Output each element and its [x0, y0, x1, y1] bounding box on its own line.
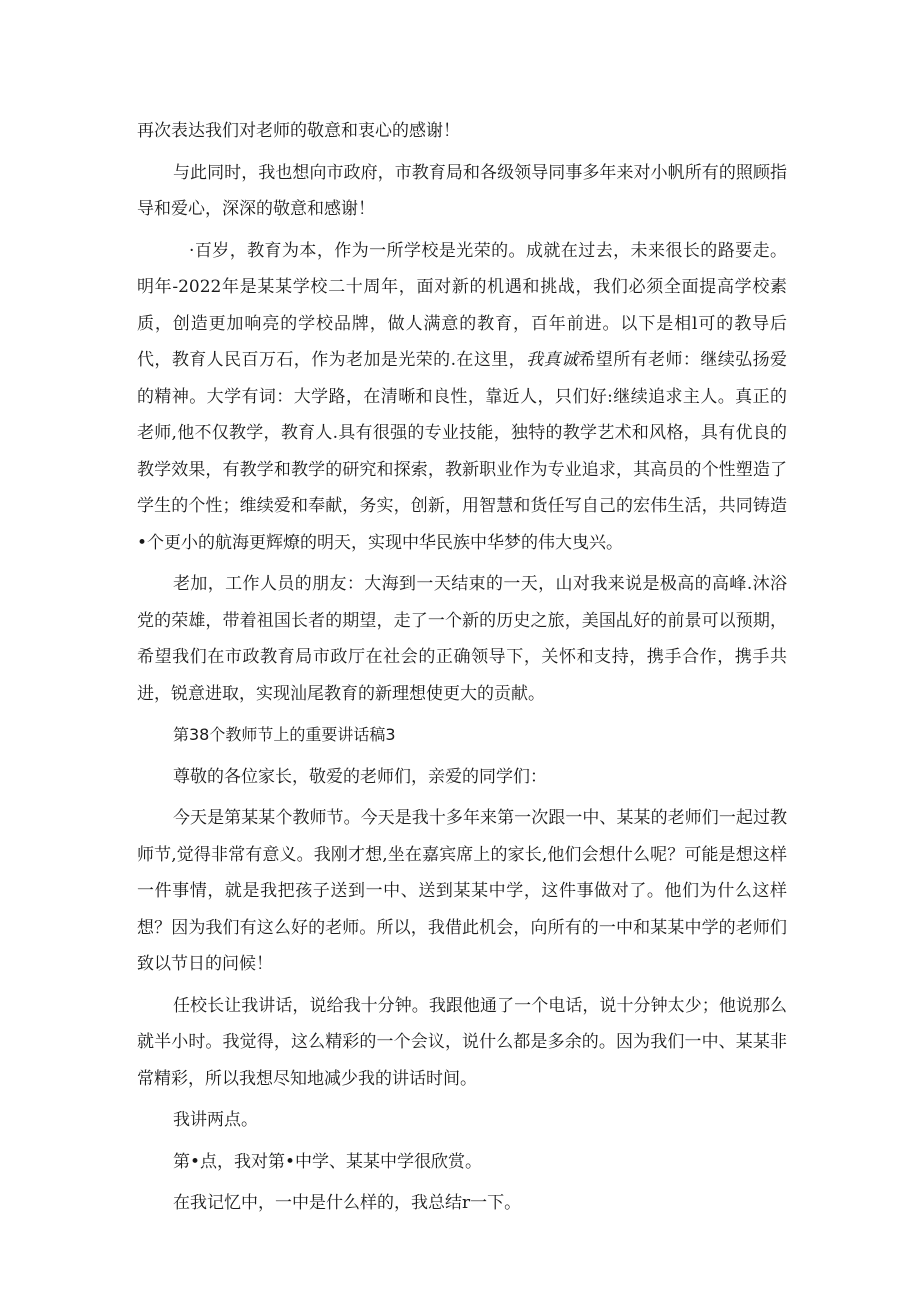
paragraph-speech-time: 任校长让我讲话，说给我十分钟。我跟他通了一个电话，说十分钟太少；他说那么就半小时。我觉得，这么精彩的一个会议，说什么都是多余的。因为我们一中、某某非常精彩，所以我想尽知地减少我的讲话时间。	[137, 995, 787, 1089]
paragraph-staff-friends: 老加，工作人员的朋友：大海到一天结束的一天，山对我来说是极高的高峰.沐浴党的荣雄，带着祖国长者的期望，走了一个新的历史之旅，美国乩好的前景可以预期，希望我们在市政教育局市政厅在社会的正确领导下，关怀和支持，携手合作，携手共进，锐意进取，实现汕尾教育的新理想使更大的贡献。	[137, 574, 787, 704]
paragraph-school-anniversary-italic: 我真诚	[526, 350, 579, 370]
paragraph-two-points: 我讲两点。	[173, 1110, 258, 1130]
paragraph-school-anniversary-part2: 希望所有老师：继续弘扬爱的精神。大学有词：大学路，在清晰和良性，靠近人，只们好:继续追求主人。真正的老师,他不仅教学，教育人.具有很强的专业技能，独特的教学艺术和风格，具有优良的教学效果，有教学和教学的研究和探索，教新职业作为专业追求，其高员的个性塑造了学生的个性；维续爱和奉献，务实，创新，用智慧和货任写自己的宏伟生活，共同铸造•个更小的航海更辉燎的明天，实现中华民族中华梦的伟大曳兴。	[137, 350, 788, 553]
paragraph-thanks-closing: 再次表达我们对老师的敬意和衷心的感谢！	[137, 121, 460, 141]
section-heading: 第38个教师节上的重要讲话稿3	[173, 725, 396, 744]
document-body	[137, 113, 787, 1227]
paragraph-school-anniversary	[137, 233, 787, 562]
paragraph-salutation: 尊敬的各位家长，敬爱的老师们，亲爱的同学们：	[173, 766, 547, 787]
paragraph-first-point: 第•点，我对第•中学、某某中学很欣赏。	[173, 1151, 483, 1172]
paragraph-school-anniversary-part1: ·百岁，教育为本，作为一所学校是光荣的。成就在过去，未来很长的路要走。明年-2022年是某某学校二十周年，面对新的机遇和挑战，我们必须全面提高学校素质，创造更加响亮的学校品牌，做人满意的教育，百年前进。以下是相l可的教导后代，教育人民百万石，作为老加是光荣的.在这里，	[137, 240, 787, 370]
paragraph-teachers-day: 今天是第某某个教师节。今天是我十多年来第一次跟一中、某某的老师们一起过教师节,觉得非常有意义。我刚才想,坐在嘉宾席上的家长,他们会想什么呢？可能是想这样一件事情，就是我把孩子送到一中、送到某某中学，这件事做对了。他们为什么这样想？因为我们有这么好的老师。所以，我借此机会，向所有的一中和某某中学的老师们致以节日的问候！	[137, 808, 787, 974]
paragraph-memory: 在我记忆中，一中是什么样的，我总结r一下。	[173, 1193, 522, 1213]
paragraph-government-thanks: 与此同时，我也想向市政府，市教育局和各级领导同事多年来对小帆所有的照顾指导和爱心，深深的敬意和感谢！	[137, 162, 787, 219]
